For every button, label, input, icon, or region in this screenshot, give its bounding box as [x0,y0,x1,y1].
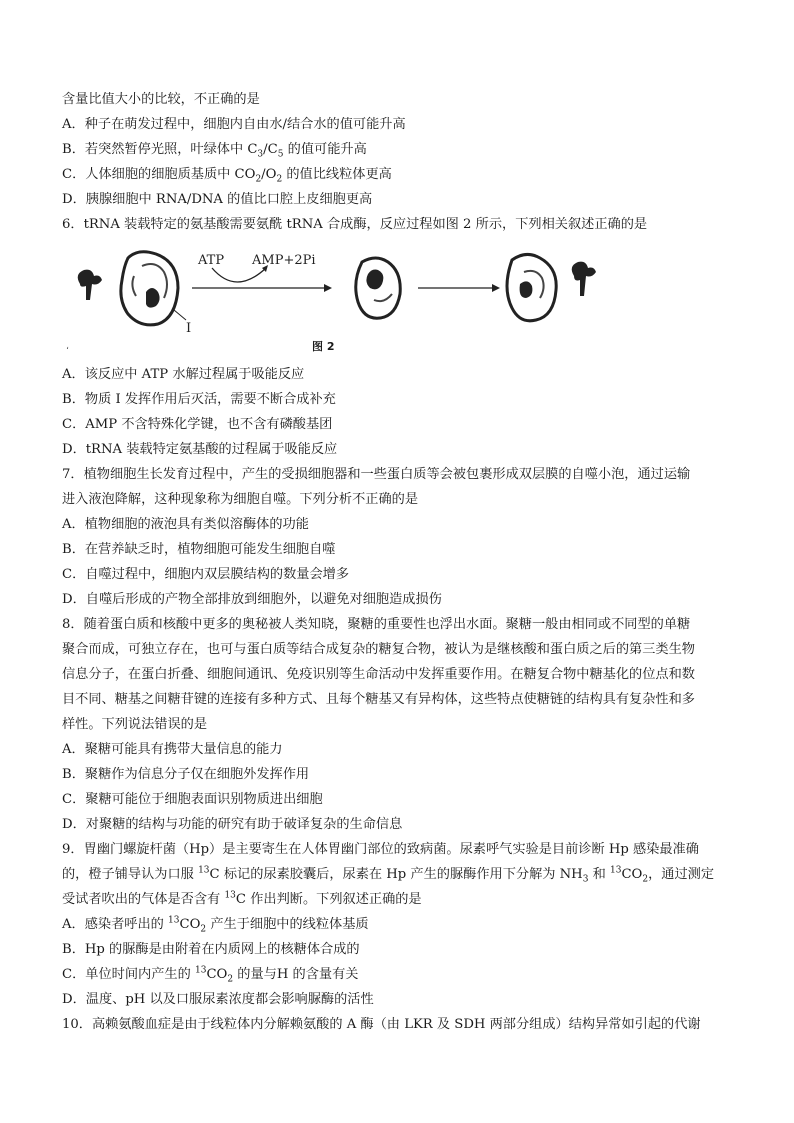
atp-label: ATP [198,253,225,268]
q7-option-a: A．植物细胞的液泡具有类似溶酶体的功能 [62,517,309,532]
q10-stem-1: 10．高赖氨酸血症是由于线粒体内分解赖氨酸的 A 酶（由 LKR 及 SDH 两部分组成）结构异常如引起的代谢 [62,1017,701,1032]
q7-option-d: D．自噬后形成的产物全部排放到细胞外，以避免对细胞造成损伤 [62,592,442,607]
q5-stem-tail: 含量比值大小的比较，不正确的是 [62,92,260,107]
reaction-diagram [62,236,738,336]
atp-curve [212,268,266,282]
enzyme-shape-right [507,254,556,320]
trna-shape-right [572,262,596,296]
q5-option-a: A．种子在萌发过程中，细胞内自由水/结合水的值可能升高 [62,117,406,132]
q9-option-b: B．Hp 的脲酶是由附着在内质网上的核糖体合成的 [62,942,360,957]
q9-option-d: D．温度、pH 以及口服尿素浓度都会影响脲酶的活性 [62,992,374,1007]
q9-stem-3: 受试者吹出的气体是否含有 $^{13}$C 作出判断。下列叙述正确的是 [62,890,422,907]
trna-shape-left [78,270,102,300]
q6-stem: 6．tRNA 装载特定的氨基酸需要氨酰 tRNA 合成酶，反应过程如图 2 所示，下列相关叙述正确的是 [62,217,648,232]
q8-stem-3: 信息分子，在蛋白折叠、细胞间通讯、免疫识别等生命活动中发挥重要作用。在糖复合物中糖基化的位点和数 [62,667,695,682]
enzyme-shape-left [121,252,178,325]
q8-option-c: C．聚糖可能位于细胞表面识别物质进出细胞 [62,792,323,807]
arrowhead-1 [324,284,332,292]
q9-stem-1: 9．胃幽门螺旋杆菌（Hp）是主要寄生在人体胃幽门部位的致病菌。尿素呼气实验是目前诊断 Hp 感染最准确 [62,842,699,857]
substance-pointer [174,310,186,320]
q5-option-c: C．人体细胞的细胞质基质中 $CO_2/O_2$ 的值比线粒体更高 [62,167,392,185]
amp-label: AMP+2Pi [252,253,316,268]
q6-option-c: C．AMP 不含特殊化学键，也不含有磷酸基团 [62,417,333,432]
q6-option-a: A．该反应中 ATP 水解过程属于吸能反应 [62,367,305,382]
q7-stem-2: 进入液泡降解，这种现象称为细胞自噬。下列分析不正确的是 [62,492,419,507]
arrowhead-2 [492,284,500,292]
figure-caption: 图 2 [312,340,335,353]
q8-stem-5: 样性。下列说法错误的是 [62,717,208,732]
q8-option-a: A．聚糖可能具有携带大量信息的能力 [62,742,283,757]
enzyme-shape-middle [356,258,401,318]
q8-stem-2: 聚合而成，可独立存在，也可与蛋白质等结合成复杂的糖复合物，被认为是继核酸和蛋白质之后的第三类生物 [62,642,695,657]
q5-option-d: D．胰腺细胞中 RNA/DNA 的值比口腔上皮细胞更高 [62,192,373,207]
q9-option-a: A．感染者呼出的 $^{13}CO_2$ 产生于细胞中的线粒体基质 [62,915,369,935]
q8-stem-1: 8．随着蛋白质和核酸中更多的奥秘被人类知晓，聚糖的重要性也浮出水面。聚糖一般由相同或不同型的单糖 [62,617,691,632]
q9-stem-2: 的，橙子铺导认为口服 $^{13}$C 标记的尿素胶囊后，尿素在 Hp 产生的脲酶作用下分解为 $NH_3$ 和 $^{13}CO_2$，通过测定 [62,865,715,885]
figure-2 [62,236,738,356]
q6-option-d: D．tRNA 装载特定氨基酸的过程属于吸能反应 [62,442,338,457]
q9-option-c: C．单位时间内产生的 $^{13}CO_2$ 的量与H 的含量有关 [62,965,359,985]
stray-mark: ، [66,342,69,352]
q6-option-b: B．物质 I 发挥作用后灭活，需要不断合成补充 [62,392,336,407]
q8-option-b: B．聚糖作为信息分子仅在细胞外发挥作用 [62,767,310,782]
q5-option-b: B．若突然暂停光照，叶绿体中 $C_3/C_5$ 的值可能升高 [62,142,367,160]
q8-stem-4: 目不同、糖基之间糖苷键的连接有多种方式、且每个糖基又有异构体，这些特点使糖链的结构具有复杂性和多 [62,692,695,707]
substance-label: I [186,321,192,336]
q7-option-c: C．自噬过程中，细胞内双层膜结构的数量会增多 [62,567,350,582]
q8-option-d: D．对聚糖的结构与功能的研究有助于破译复杂的生命信息 [62,817,403,832]
q7-option-b: B．在营养缺乏时，植物细胞可能发生细胞自噬 [62,542,336,557]
q7-stem-1: 7．植物细胞生长发育过程中，产生的受损细胞器和一些蛋白质等会被包裹形成双层膜的自噬小泡，通过运输 [62,467,691,482]
